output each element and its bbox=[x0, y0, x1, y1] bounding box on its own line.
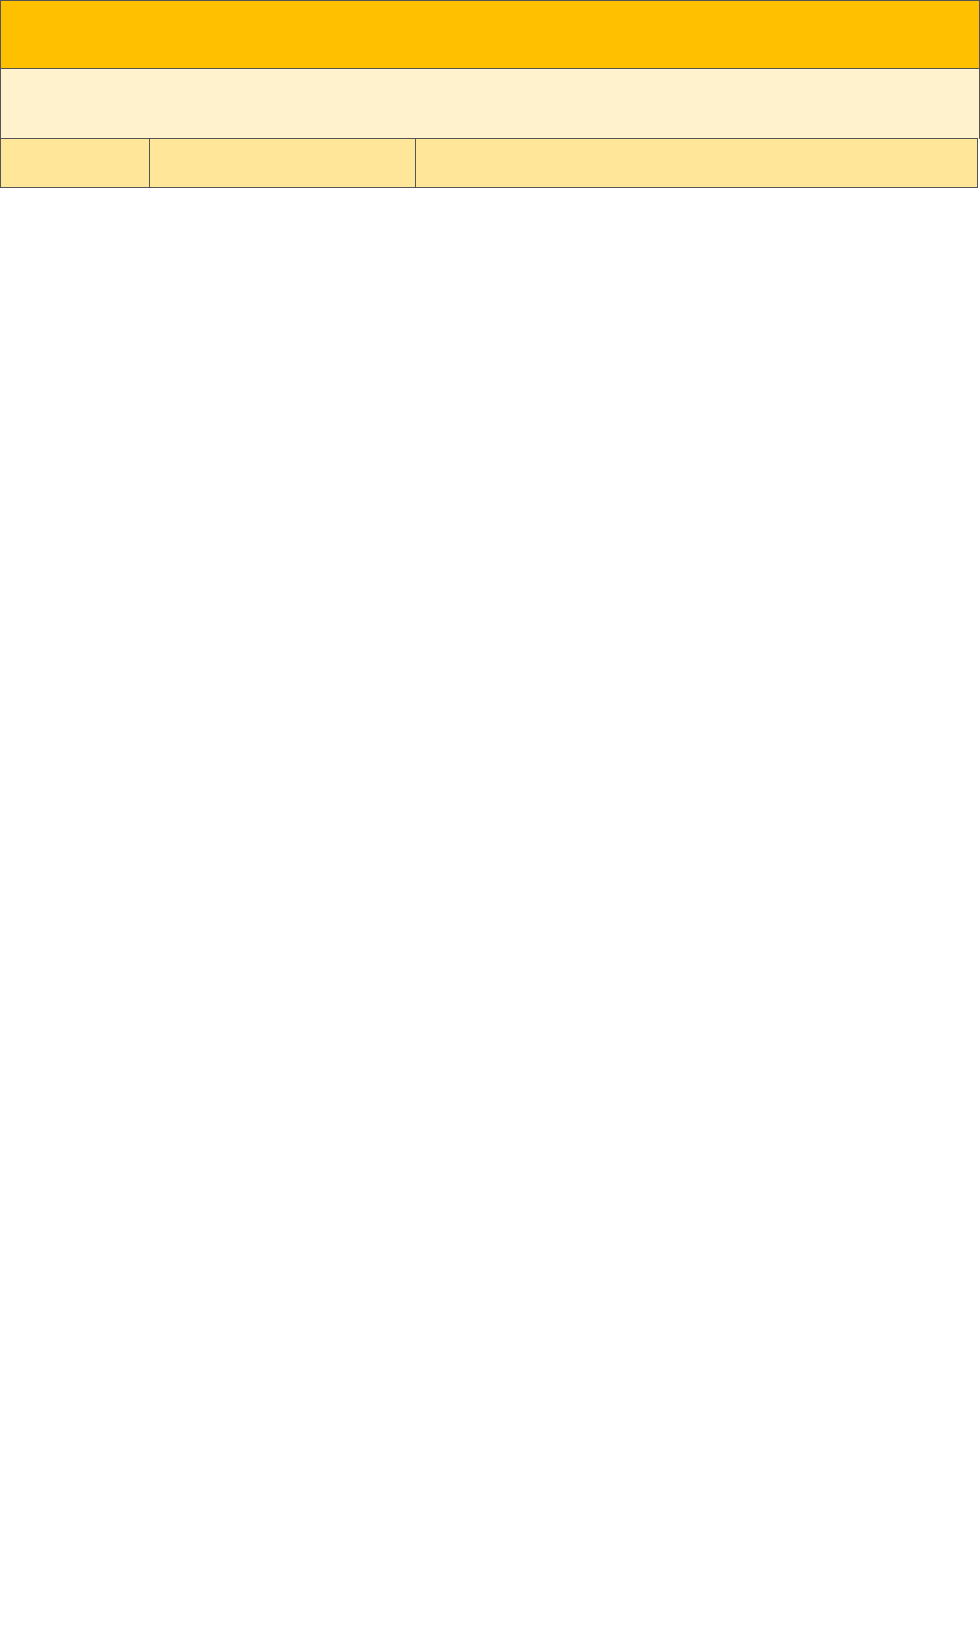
note-change bbox=[92, 1352, 652, 1396]
page-title bbox=[0, 0, 980, 69]
student-info bbox=[0, 68, 980, 139]
header-school bbox=[149, 138, 416, 188]
header-choice-no bbox=[0, 138, 150, 188]
header-major bbox=[415, 138, 978, 188]
